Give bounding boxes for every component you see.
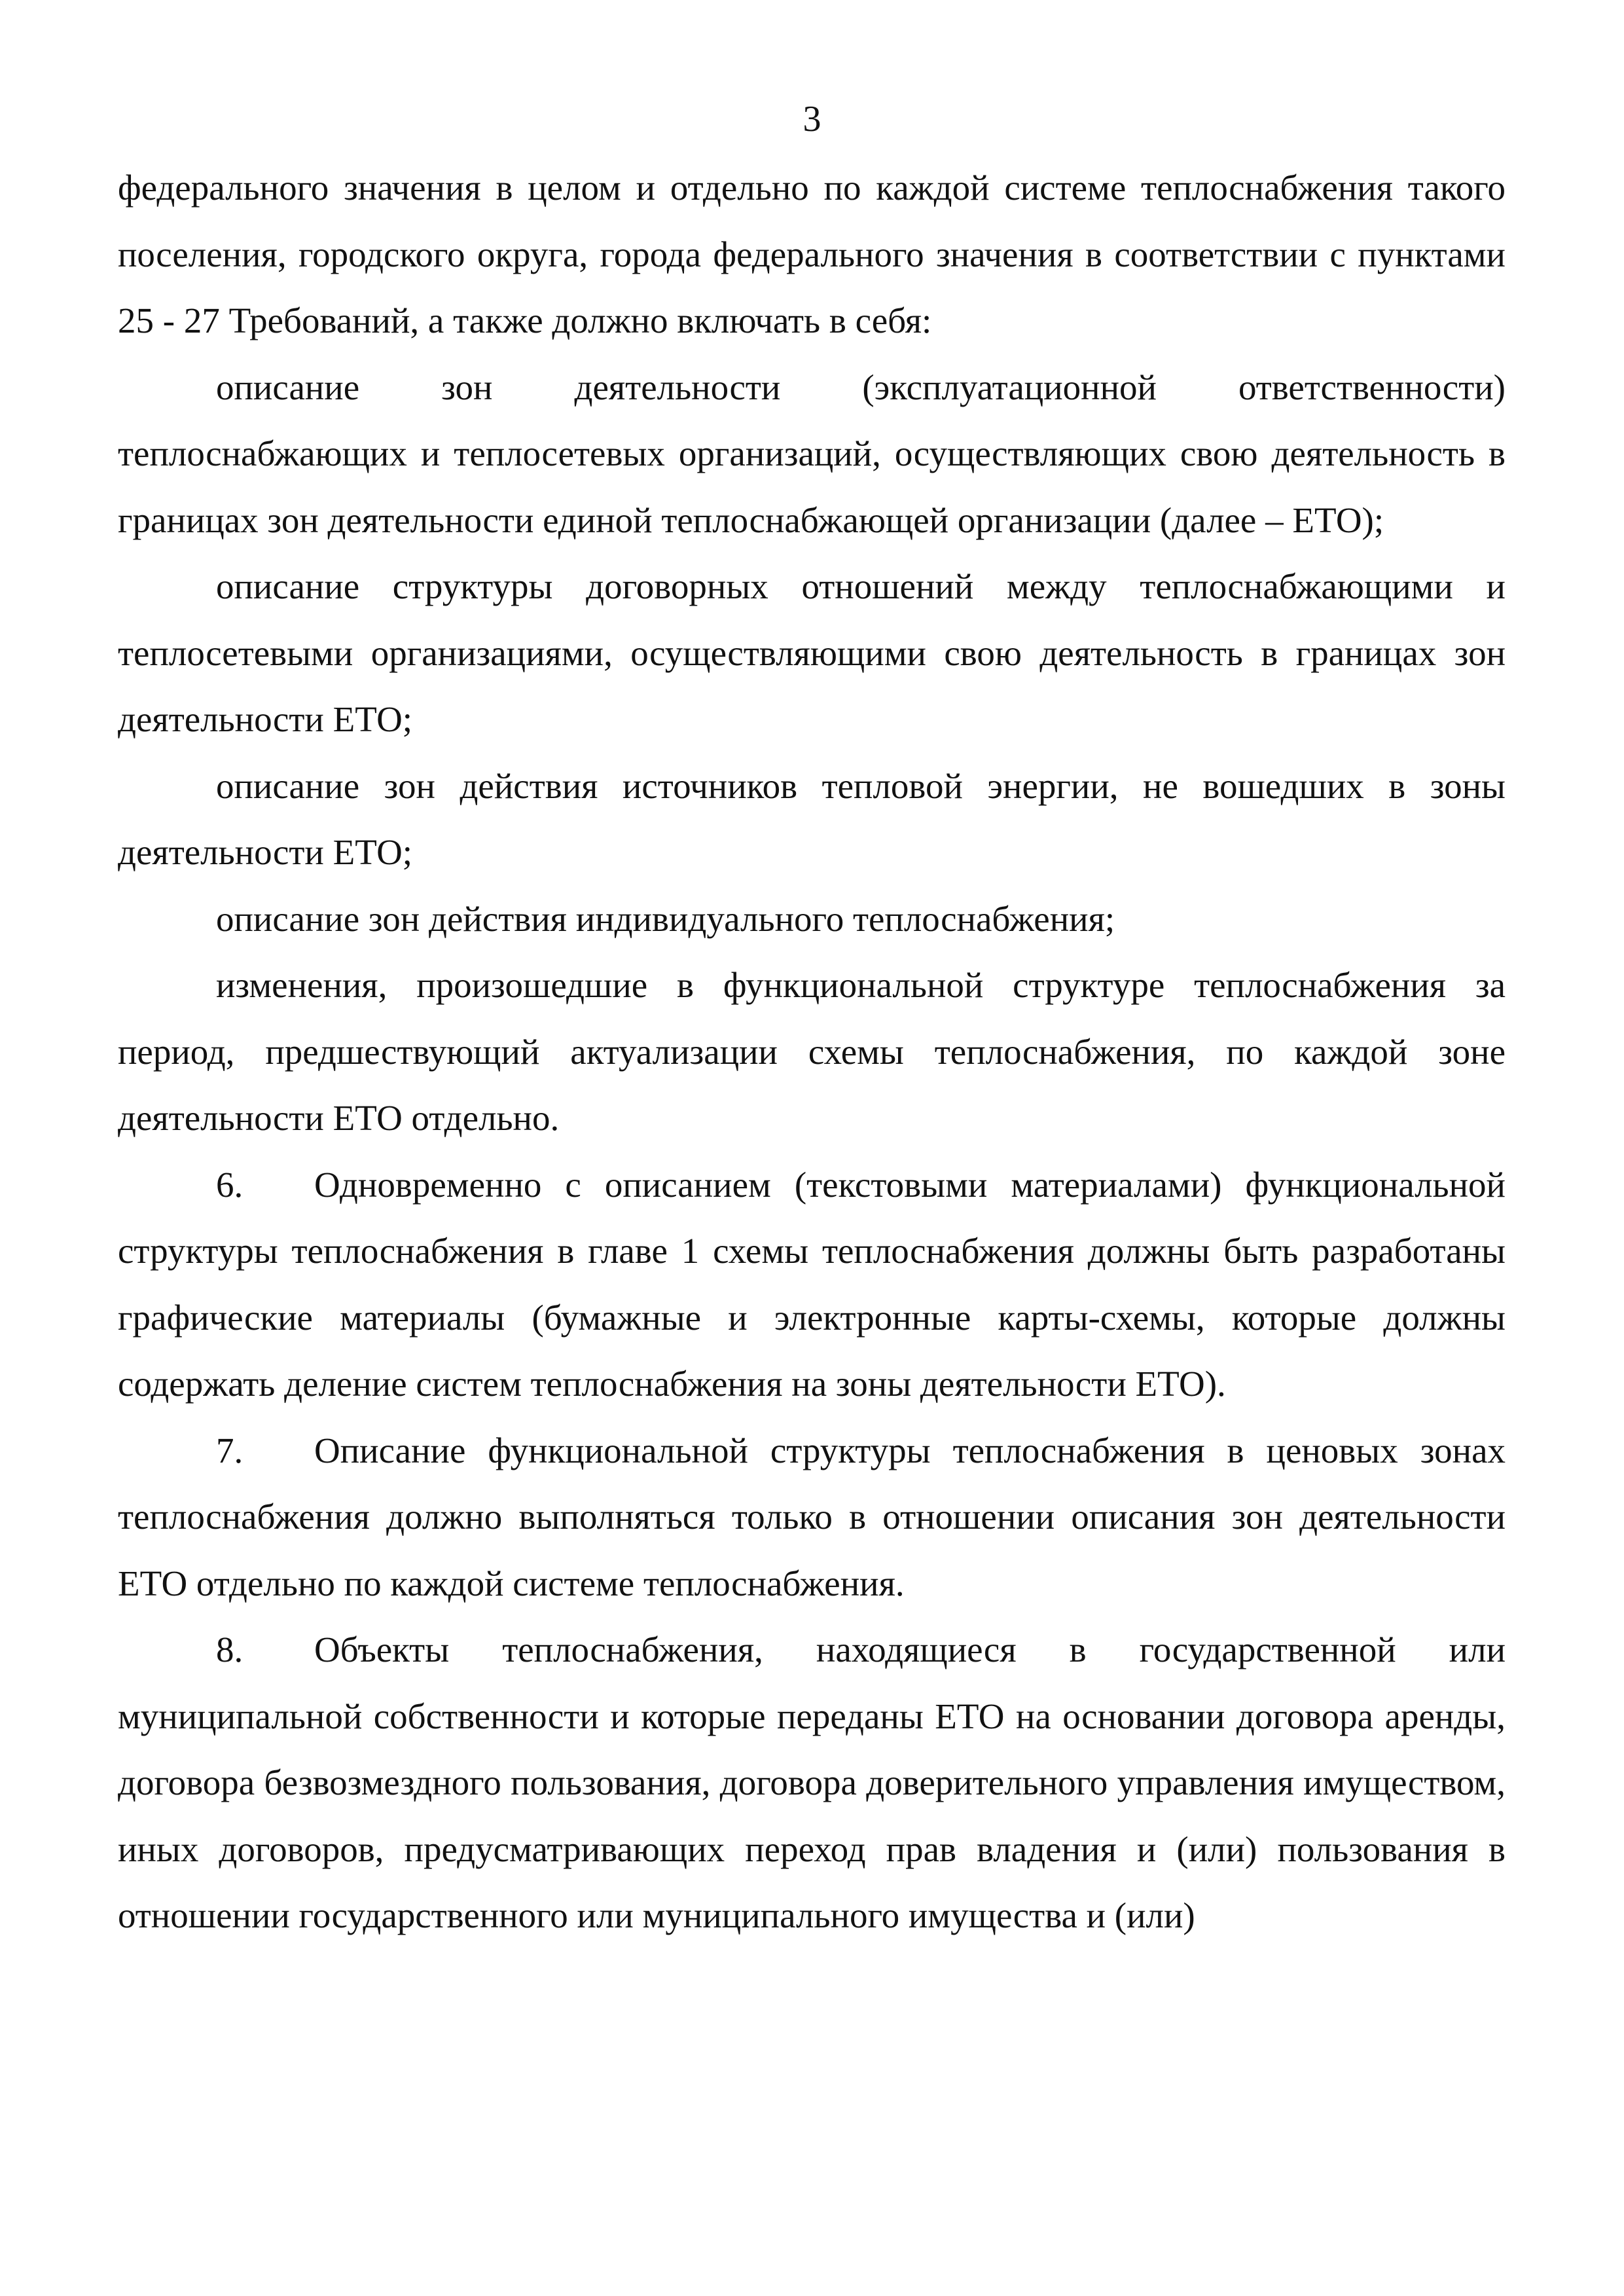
paragraph-contract-structure: описание структуры договорных отношений между теплоснабжающими и теплосетевыми организациями, осуществляющими свою деятельность в границах зон деятельности ЕТО; — [118, 566, 1506, 739]
paragraph-continuation: федерального значения в целом и отдельно по каждой системе теплоснабжения такого поселения, городского округа, города федерального значения в соответствии с пунктами 25 - 27 Требований, а также должно включать в себя: — [118, 168, 1506, 340]
numbered-item-7 — [118, 1417, 1506, 1617]
paragraph-changes: изменения, произошедшие в функциональной структуре теплоснабжения за период, предшествующий актуализации схемы теплоснабжения, по каждой зоне деятельности ЕТО отдельно. — [118, 965, 1506, 1138]
item-text: Объекты теплоснабжения, находящиеся в государственной или муниципальной собственности и которые переданы ЕТО на основании договора аренды, договора безвозмездного пользования, договора доверительного управления имуществом, иных договоров, предусматривающих переход прав владения и (или) пользования в отношении государственного или муниципального имущества и (или) — [118, 1630, 1506, 1935]
page-number: 3 — [803, 99, 821, 139]
item-text: Одновременно с описанием (текстовыми материалами) функциональной структуры теплоснабжения в главе 1 схемы теплоснабжения должны быть разработаны графические материалы (бумажные и электронные карты-схемы, которые должны содержать деление систем теплоснабжения на зоны деятельности ЕТО). — [118, 1164, 1506, 1404]
paragraph-individual-heating: описание зон действия индивидуального теплоснабжения; — [216, 898, 1115, 939]
paragraph-zones-description: описание зон деятельности (эксплуатационной ответственности) теплоснабжающих и теплосетевых организаций, осуществляющих свою деятельность в границах зон деятельности единой теплоснабжающей организации (далее – ЕТО); — [118, 367, 1506, 540]
item-number: 8. — [216, 1630, 244, 1669]
item-text: Описание функциональной структуры теплоснабжения в ценовых зонах теплоснабжения должно выполняться только в отношении описания зон деятельности ЕТО отдельно по каждой системе теплоснабжения. — [118, 1430, 1506, 1603]
item-number: 7. — [216, 1430, 244, 1470]
paragraph-heat-sources: описание зон действия источников тепловой энергии, не вошедших в зоны деятельности ЕТО; — [118, 765, 1506, 872]
numbered-item-8 — [118, 1616, 1506, 1949]
numbered-item-6 — [118, 1152, 1506, 1417]
document-body — [118, 155, 1506, 1949]
item-number: 6. — [216, 1164, 244, 1205]
